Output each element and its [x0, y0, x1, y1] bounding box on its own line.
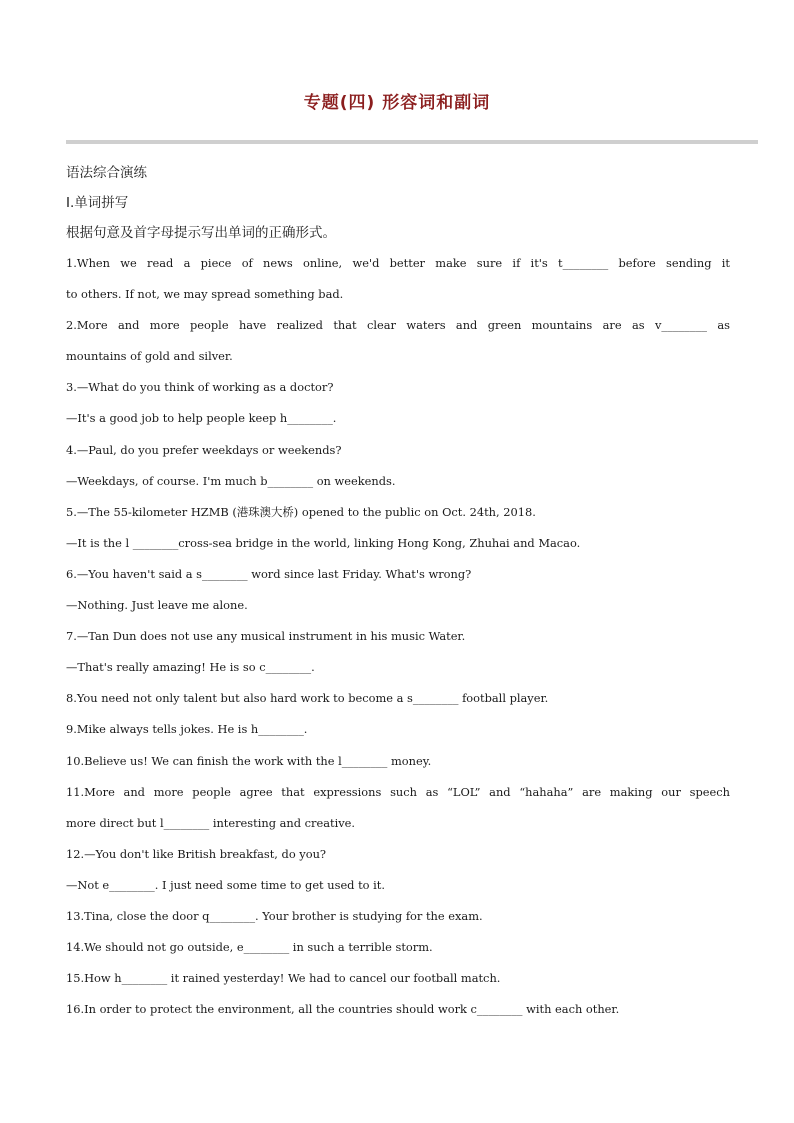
- section-heading: 语法综合演练: [66, 165, 147, 181]
- question-line: —Weekdays, of course. I'm much b________ on weekends.: [66, 473, 396, 488]
- question-line: 10.Believe us! We can finish the work with the l________ money.: [66, 753, 432, 768]
- question-line: —That's really amazing! He is so c________.: [66, 660, 315, 675]
- page-title: 专题(四) 形容词和副词: [303, 93, 491, 113]
- question-line: 4.—Paul, do you prefer weekdays or weekends?: [66, 442, 342, 457]
- question-line: 6.—You haven't said a s________ word since last Friday. What's wrong?: [66, 566, 472, 581]
- question-line: —It's a good job to help people keep h________.: [66, 411, 337, 426]
- question-line: 9.Mike always tells jokes. He is h________.: [66, 722, 308, 737]
- question-line: 16.In order to protect the environment, all the countries should work c________ with each other.: [66, 1002, 620, 1017]
- question-line: 14.We should not go outside, e________ in such a terrible storm.: [66, 940, 433, 955]
- instruction: 根据句意及首字母提示写出单词的正确形式。: [66, 225, 336, 241]
- question-line: 12.—You don't like British breakfast, do you?: [66, 846, 327, 861]
- question-line: 2.More and more people have realized that clear waters and green mountains are as v________ as: [66, 318, 730, 333]
- exercise-content: [66, 158, 730, 1025]
- question-line: —It is the l ________cross-sea bridge in the world, linking Hong Kong, Zhuhai and Macao.: [66, 535, 581, 550]
- question-line: 1.When we read a piece of news online, we'd better make sure if it's t________ before sending it: [66, 256, 730, 270]
- question-line: —Nothing. Just leave me alone.: [66, 598, 248, 613]
- question-line: mountains of gold and silver.: [66, 349, 233, 364]
- question-line: —Not e________. I just need some time to get used to it.: [66, 877, 385, 892]
- title-divider: [66, 140, 758, 144]
- question-line: 11.More and more people agree that expressions such as “LOL” and “hahaha” are making our speech: [66, 784, 730, 799]
- question-line: 15.How h________ it rained yesterday! We had to cancel our football match.: [66, 971, 501, 986]
- question-line: 5.—The 55-kilometer HZMB (港珠澳大桥) opened to the public on Oct. 24th, 2018.: [66, 504, 536, 519]
- question-line: 7.—Tan Dun does not use any musical instrument in his music Water.: [66, 629, 466, 644]
- question-line: 3.—What do you think of working as a doctor?: [66, 380, 334, 395]
- question-line: 8.You need not only talent but also hard work to become a s________ football player.: [66, 691, 549, 706]
- question-line: to others. If not, we may spread something bad.: [66, 287, 344, 302]
- part-heading: Ⅰ.单词拼写: [66, 195, 129, 211]
- question-line: 13.Tina, close the door q________. Your brother is studying for the exam.: [66, 908, 483, 923]
- question-line: more direct but l________ interesting and creative.: [66, 815, 356, 830]
